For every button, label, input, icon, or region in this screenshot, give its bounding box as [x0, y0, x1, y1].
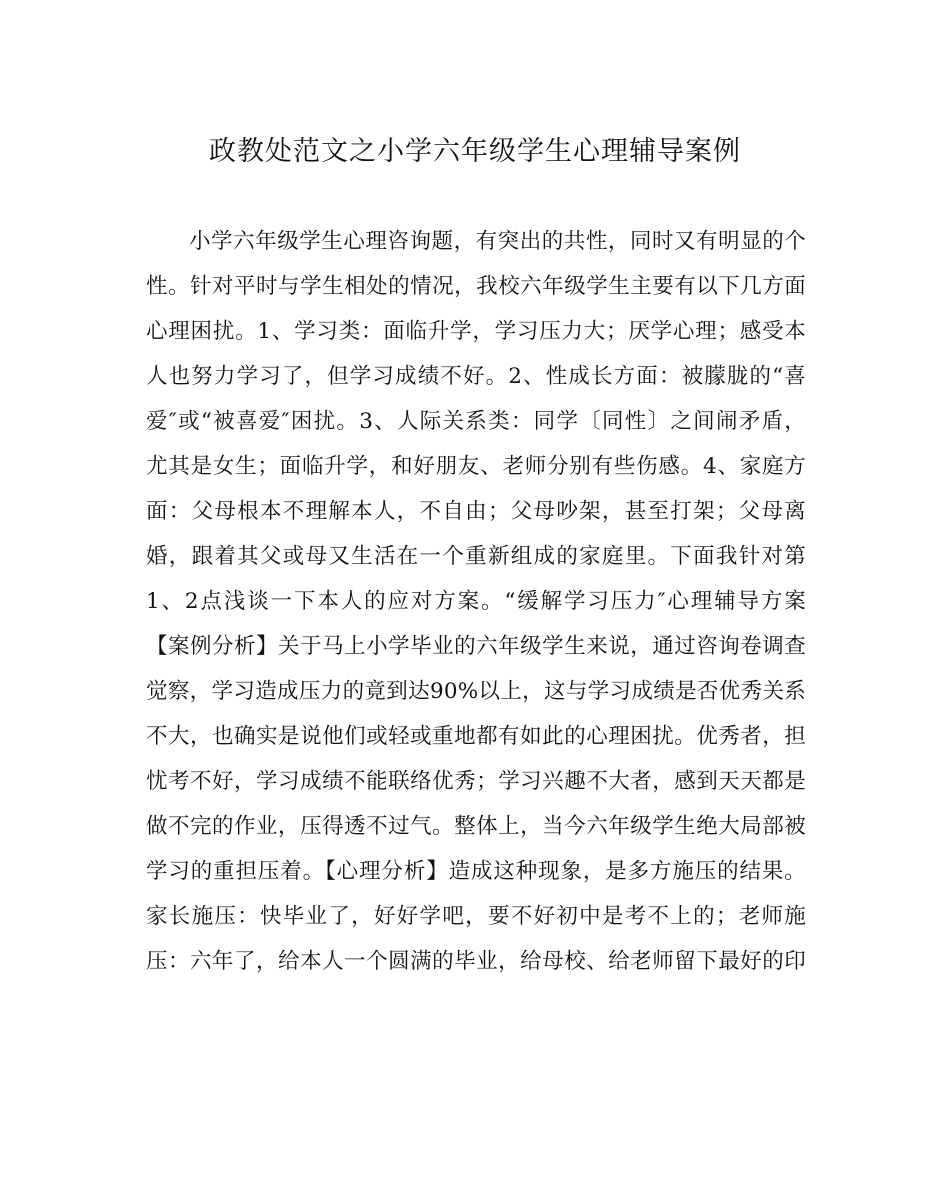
paragraph-line: 【案例分析】关于马上小学毕业的六年级学生来说，通过咨询卷调查	[146, 634, 806, 659]
paragraph-line: 面：父母根本不理解本人，不自由；父母吵架，甚至打架；父母离	[146, 499, 806, 524]
paragraph-line: 婚，跟着其父或母又生活在一个重新组成的家庭里。下面我针对第	[146, 544, 806, 569]
paragraph-line: 性。针对平时与学生相处的情况，我校六年级学生主要有以下几方面	[146, 274, 806, 299]
paragraph-line: 学习的重担压着。【心理分析】造成这种现象，是多方施压的结果。	[146, 859, 806, 884]
paragraph-line: 忧考不好，学习成绩不能联络优秀；学习兴趣不大者，感到天天都是	[146, 769, 806, 794]
paragraph-line: 尤其是女生；面临升学，和好朋友、老师分别有些伤感。4、家庭方	[146, 454, 806, 479]
paragraph-line: 家长施压：快毕业了，好好学吧，要不好初中是考不上的；老师施	[146, 904, 806, 929]
paragraph-line: 小学六年级学生心理咨询题，有突出的共性，同时又有明显的个	[189, 229, 806, 254]
paragraph-line: 1、2点浅谈一下本人的应对方案。“缓解学习压力″心理辅导方案	[146, 589, 806, 614]
paragraph-line: 不大，也确实是说他们或轻或重地都有如此的心理困扰。优秀者，担	[146, 724, 806, 749]
paragraph-line: 人也努力学习了，但学习成绩不好。2、性成长方面：被朦胧的“喜	[146, 364, 806, 389]
paragraph-line: 压：六年了，给本人一个圆满的毕业，给母校、给老师留下最好的印	[146, 949, 806, 974]
paragraph-line: 觉察，学习造成压力的竟到达90%以上，这与学习成绩是否优秀关系	[146, 679, 806, 704]
paragraph-line: 心理困扰。1、学习类：面临升学，学习压力大；厌学心理；感受本	[146, 319, 806, 344]
document-body	[146, 219, 806, 984]
document-title: 政教处范文之小学六年级学生心理辅导案例	[209, 136, 741, 167]
paragraph-line: 做不完的作业，压得透不过气。整体上，当今六年级学生绝大局部被	[146, 814, 806, 839]
paragraph-line: 爱″或“被喜爱″困扰。3、人际关系类：同学〔同性〕之间闹矛盾，	[146, 409, 806, 434]
